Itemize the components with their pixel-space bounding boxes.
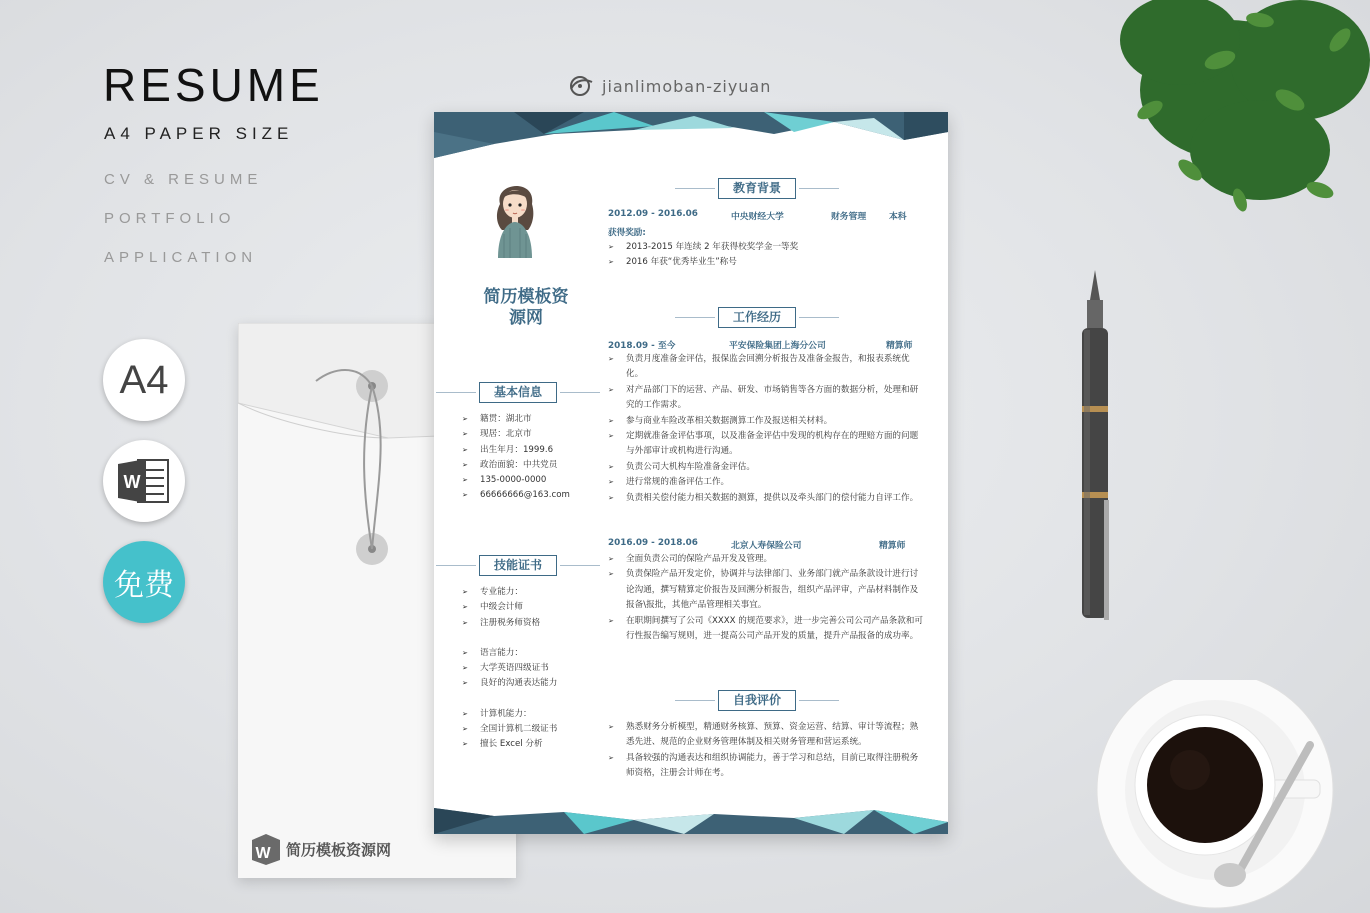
list-item: ➢ 负责公司大机构车险准备金评估。 <box>608 460 924 475</box>
a4-badge-label: A4 <box>119 357 169 402</box>
word-icon <box>116 456 172 506</box>
education-major: 财务管理 <box>831 212 867 222</box>
list-item: ➢ 全面负责公司的保险产品开发及管理。 <box>608 552 924 567</box>
free-badge-label: 免费 <box>114 568 174 603</box>
pen-decoration <box>1070 270 1120 640</box>
avatar <box>492 174 538 258</box>
list-item: ➢ 在职期间撰写了公司《XXXX 的规范要求》，进一步完善公司公司产品条款和可行性报告编写规则，进一提高公司产品开发的质量，提升产品报备的成功率。 <box>608 614 924 645</box>
education-title: 教育背景 <box>718 178 796 199</box>
bottom-banner <box>434 808 948 834</box>
list-item: ➢ 计算机能力： <box>462 707 612 722</box>
list-item: ➢ 66666666@163.com <box>462 488 612 503</box>
list-item: ➢ 熟悉财务分析模型，精通财务核算、预算、资金运营、结算、审计等流程；熟悉先进、规范的企业财务管理体制及相关财务管理和营运系统。 <box>608 720 924 751</box>
svg-text:W: W <box>255 845 271 862</box>
awards-label: 获得奖励: <box>608 228 646 238</box>
brand-title: RESUME <box>103 59 324 111</box>
candidate-name-line1: 简历模板资 <box>483 287 569 307</box>
list-item: ➢ 进行常规的准备评估工作。 <box>608 475 924 490</box>
education-school: 中央财经大学 <box>731 212 784 222</box>
top-banner <box>434 112 948 160</box>
svg-text:W: W <box>123 472 141 492</box>
job1-role: 精算师 <box>886 341 913 351</box>
list-item: ➢ 负责保险产品开发定价，协调并与法律部门、业务部门就产品条款设计进行讨论沟通，撰写精算定价报告及回溯分析报告，组织产品评审，产品材料制作及报备\报批，其他产品管理相关事宜。 <box>608 567 924 613</box>
list-item: ➢ 良好的沟通表达能力 <box>462 676 612 691</box>
list-item: ➢ 政治面貌：中共党员 <box>462 458 612 473</box>
list-item: ➢ 2013-2015 年连续 2 年获得校奖学金一等奖 <box>608 240 928 255</box>
a4-badge <box>103 339 185 421</box>
list-item: ➢ 籍贯：湖北市 <box>462 412 612 427</box>
plant-decoration <box>1090 0 1370 215</box>
list-item: ➢ 具备较强的沟通表达和组织协调能力，善于学习和总结，目前已取得注册税务师资格，注册会计师在考。 <box>608 751 924 782</box>
brand-line-application: APPLICATION <box>104 249 258 266</box>
logo-icon <box>568 75 594 97</box>
word-box-icon <box>248 832 282 866</box>
list-item: ➢ 专业能力： <box>462 585 612 600</box>
job2-company: 北京人寿保险公司 <box>731 541 802 551</box>
self-eval-list <box>608 720 924 782</box>
basic-info-title: 基本信息 <box>479 382 557 403</box>
job2-period: 2016.09 - 2018.06 <box>608 538 698 548</box>
list-item: ➢ 大学英语四级证书 <box>462 661 612 676</box>
site-logo <box>248 832 391 866</box>
list-item: ➢ 2016 年获“优秀毕业生”称号 <box>608 255 928 270</box>
job1-period: 2018.09 - 至今 <box>608 341 676 351</box>
free-badge <box>103 541 185 623</box>
awards-list <box>608 240 928 271</box>
job1-company: 平安保险集团上海分公司 <box>729 341 826 351</box>
basic-info-list <box>462 412 612 504</box>
work-title: 工作经历 <box>718 307 796 328</box>
resume-page <box>434 112 948 834</box>
list-item: ➢ 注册税务师资格 <box>462 616 612 631</box>
brand-line-cv: CV & RESUME <box>104 171 263 188</box>
job2-role: 精算师 <box>879 541 906 551</box>
brand-subtitle: A4 PAPER SIZE <box>104 124 294 143</box>
watermark <box>568 75 771 97</box>
brand-line-portfolio: PORTFOLIO <box>104 210 236 227</box>
list-item: ➢ 全国计算机二级证书 <box>462 722 612 737</box>
list-item: ➢ 定期就准备金评估事项，以及准备金评估中发现的机构存在的理赔方面的问题与外部审计或机构进行沟通。 <box>608 429 924 460</box>
list-item: ➢ 出生年月：1999.6 <box>462 443 612 458</box>
list-item: ➢ 负责相关偿付能力相关数据的测算，提供以及牵头部门的偿付能力自评工作。 <box>608 491 924 506</box>
skills-list <box>462 585 612 753</box>
candidate-name <box>474 287 578 329</box>
education-period: 2012.09 - 2016.06 <box>608 209 698 219</box>
list-item: ➢ 135-0000-0000 <box>462 473 612 488</box>
coffee-cup-decoration <box>1090 680 1370 913</box>
list-item: ➢ 现居：北京市 <box>462 427 612 442</box>
list-item: ➢ 中级会计师 <box>462 600 612 615</box>
self-eval-title: 自我评价 <box>718 690 796 711</box>
candidate-name-line2: 源网 <box>509 308 543 328</box>
list-item: ➢ 负责月度准备金评估，报保监会回溯分析报告及准备金报告，和报表系统优化。 <box>608 352 924 383</box>
list-item: ➢ 对产品部门下的运营、产品、研发、市场销售等各方面的数据分析，处理和研究的工作需求。 <box>608 383 924 414</box>
job1-duties <box>608 352 924 506</box>
list-item: ➢ 擅长 Excel 分析 <box>462 737 612 752</box>
skills-title: 技能证书 <box>479 555 557 576</box>
list-item: ➢ 参与商业车险改革相关数据测算工作及报送相关材料。 <box>608 414 924 429</box>
word-badge <box>103 440 185 522</box>
job2-duties <box>608 552 924 644</box>
education-degree: 本科 <box>889 212 907 222</box>
list-item: ➢ 语言能力： <box>462 646 612 661</box>
watermark-text: jianlimoban-ziyuan <box>602 76 772 96</box>
site-logo-text: 简历模板资源网 <box>286 840 392 859</box>
